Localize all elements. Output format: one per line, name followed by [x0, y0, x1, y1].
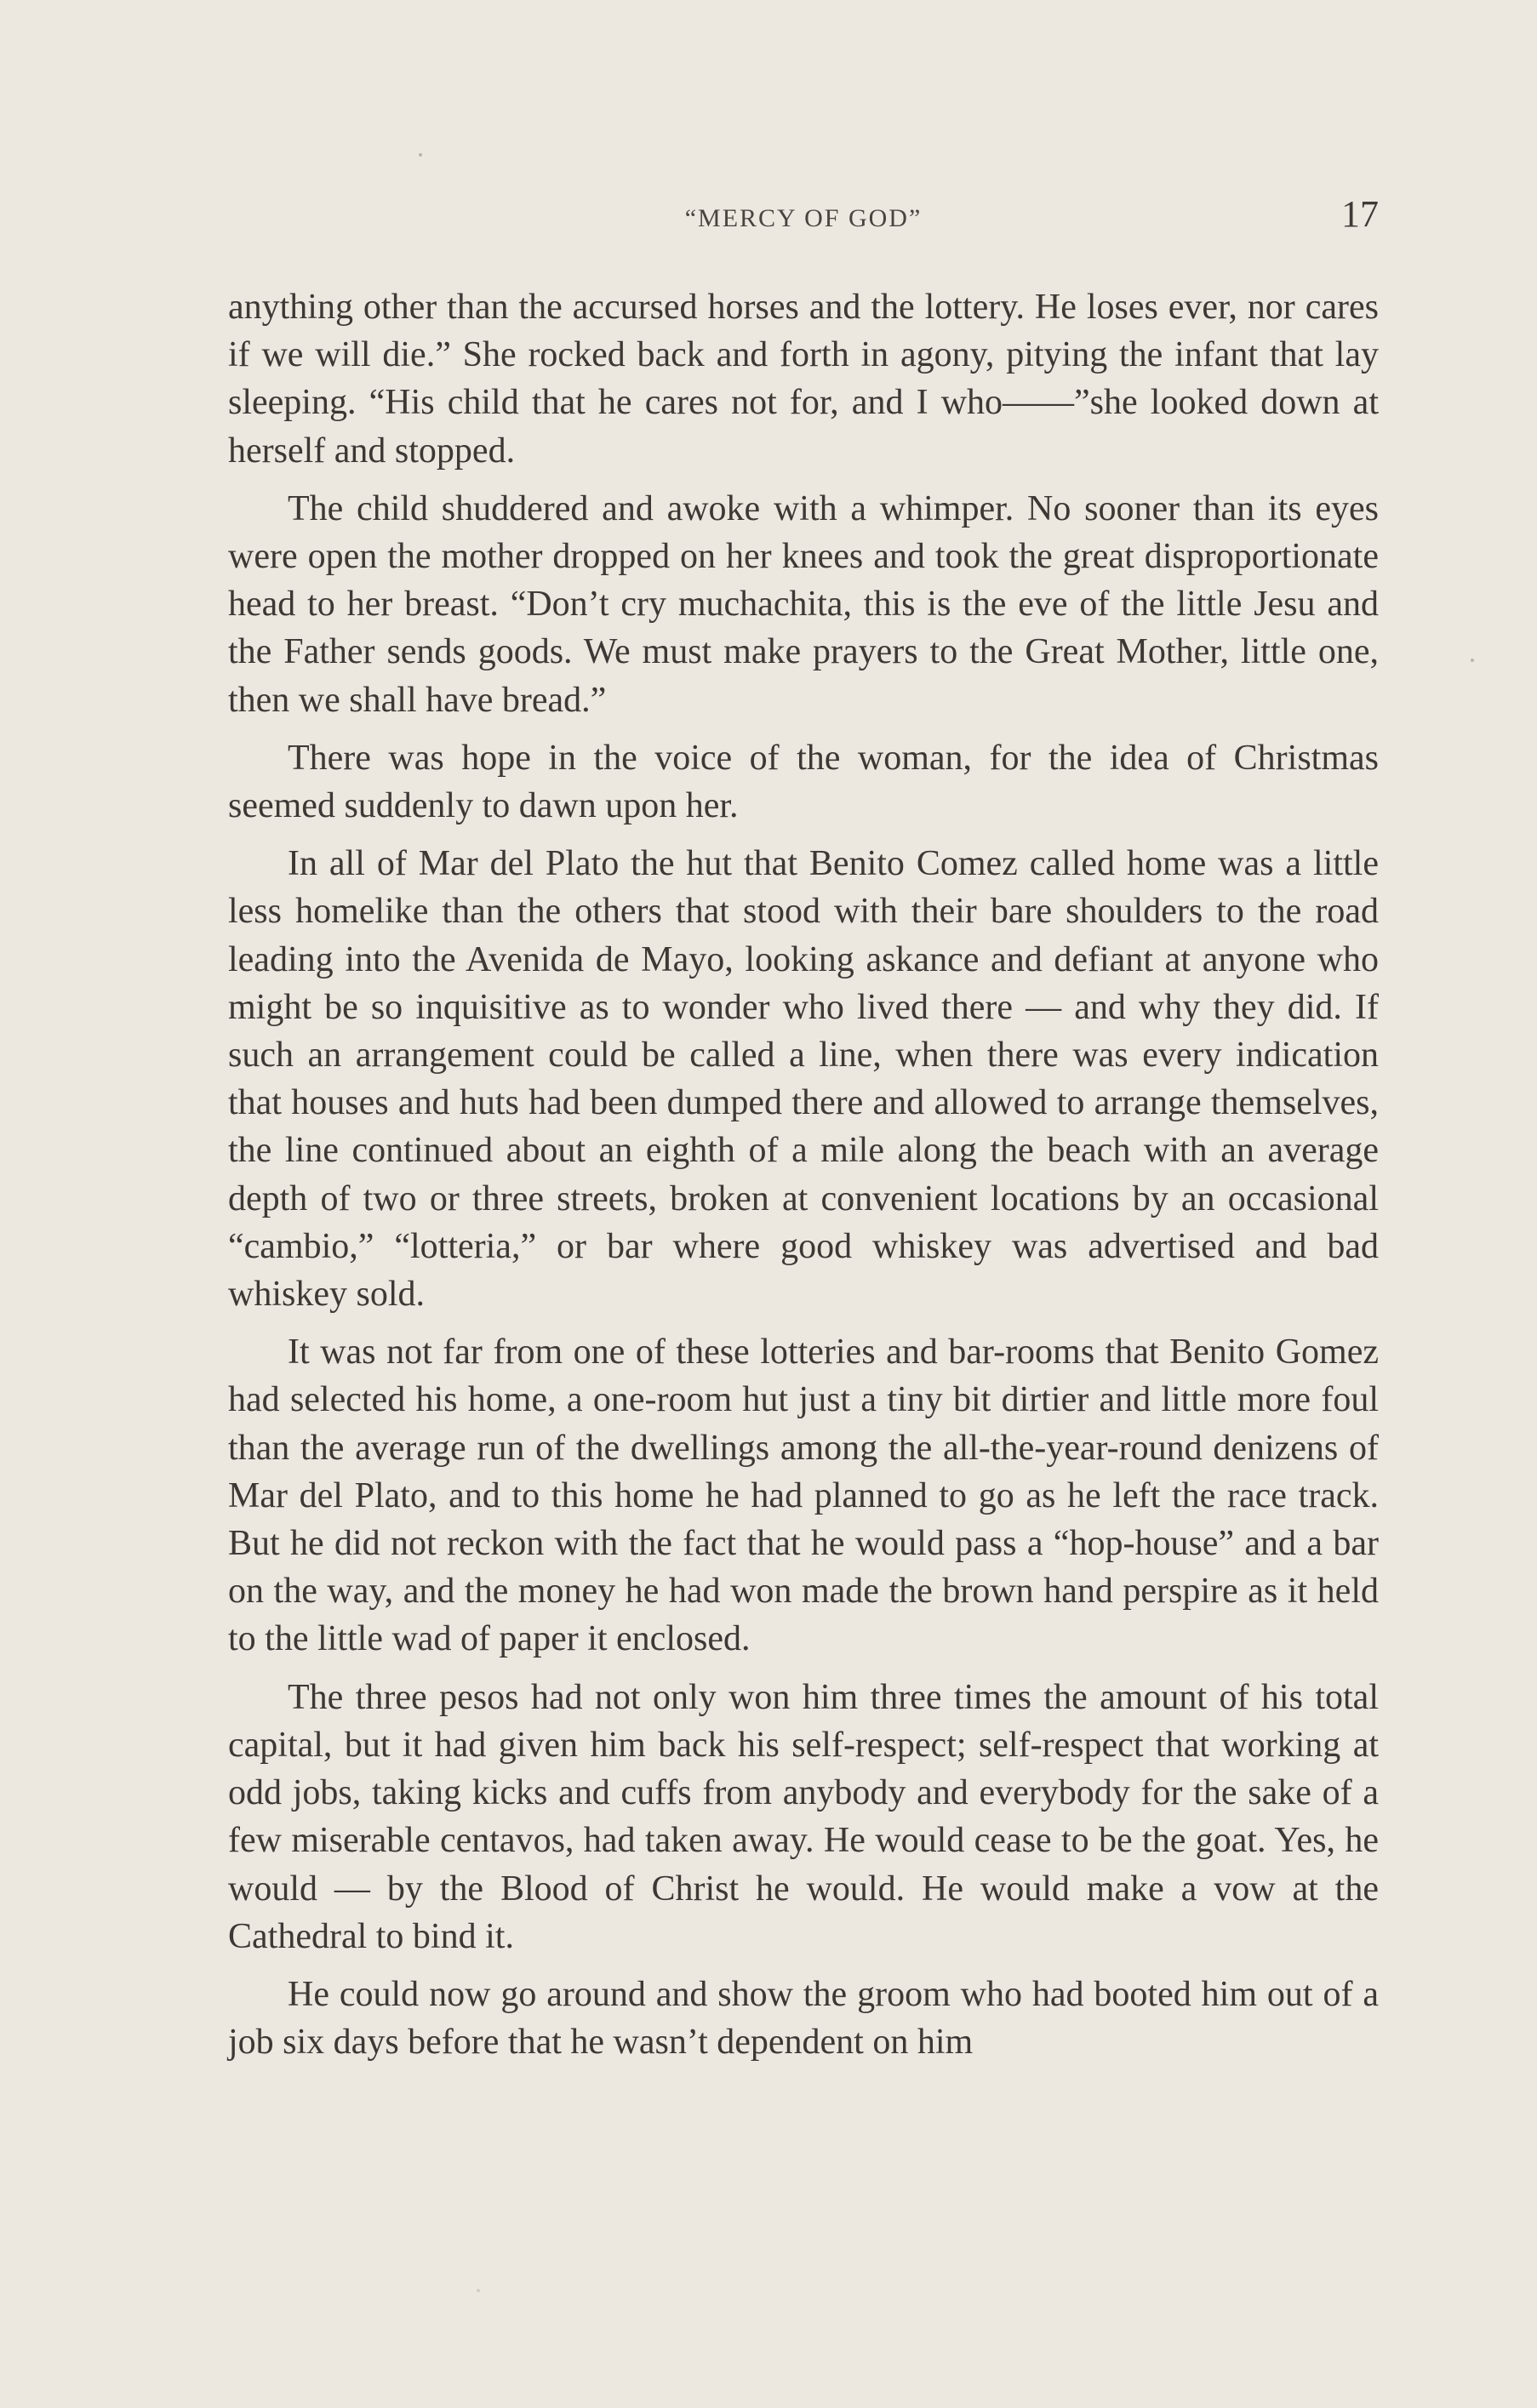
paragraph: anything other than the accursed horses and the lottery. He loses ever, nor cares if we will die.” She rocked back and forth in agony, pitying the infant that lay sleeping. “His child that he cares not for, and I who——”she looked down at herself and stopped.: [228, 288, 1379, 471]
paragraph: It was not far from one of these lotteries and bar-rooms that Benito Gomez had selected his home, a one-room hut just a tiny bit dirtier and little more foul than the average run of the dwellings among the all-the-year-round denizens of Mar del Plato, and to this home he had planned to go as he left the race track. But he did not reckon with the fact that he would pass a “hop-house” and a bar on the way, and the money he had won made the brown hand perspire as it held to the little wad of paper it enclosed.: [228, 1332, 1379, 1659]
paragraph: The three pesos had not only won him three times the amount of his total capital, but it had given him back his self-respect; self-respect that working at odd jobs, taking kicks and cuffs from anybody and everybody for the sake of a few miserable centavos, had taken away. He would cease to be the goat. Yes, he would — by the Blood of Christ he would. He would make a vow at the Cathedral to bind it.: [228, 1677, 1379, 1956]
paper-speck: [419, 153, 422, 157]
paragraph: In all of Mar del Plato the hut that Benito Comez called home was a little less homelike than the others that stood with their bare shoulders to the road leading into the Avenida de Mayo, looking askance and defiant at anyone who might be so inquisitive as to wonder who lived there — and why they did. If such an arrangement could be called a line, when there was every indication that houses and huts had been dumped there and allowed to arrange themselves, the line continued about an eighth of a mile along the beach with an average depth of two or three streets, broken at convenient locations by an occasional “cambio,” “lotteria,” or bar where good whiskey was advertised and bad whiskey sold.: [228, 844, 1379, 1315]
running-title: “MERCY OF GOD”: [684, 204, 923, 232]
paper-speck: [1471, 659, 1474, 662]
paper-speck: [477, 2289, 480, 2292]
paragraph: There was hope in the voice of the woman, for the idea of Christmas seemed suddenly to dawn upon her.: [228, 738, 1379, 826]
paragraph: He could now go around and show the groom who had booted him out of a job six days before that he wasn’t dependent on him: [228, 1974, 1379, 2063]
body-text: [228, 283, 1379, 2076]
paragraph: The child shuddered and awoke with a whimper. No sooner than its eyes were open the mother dropped on her knees and took the great disproportionate head to her breast. “Don’t cry muchachita, this is the eve of the little Jesu and the Father sends goods. We must make prayers to the Great Mother, little one, then we shall have bread.”: [228, 488, 1379, 720]
running-head: [228, 192, 1379, 243]
page-number: 17: [1341, 193, 1379, 235]
